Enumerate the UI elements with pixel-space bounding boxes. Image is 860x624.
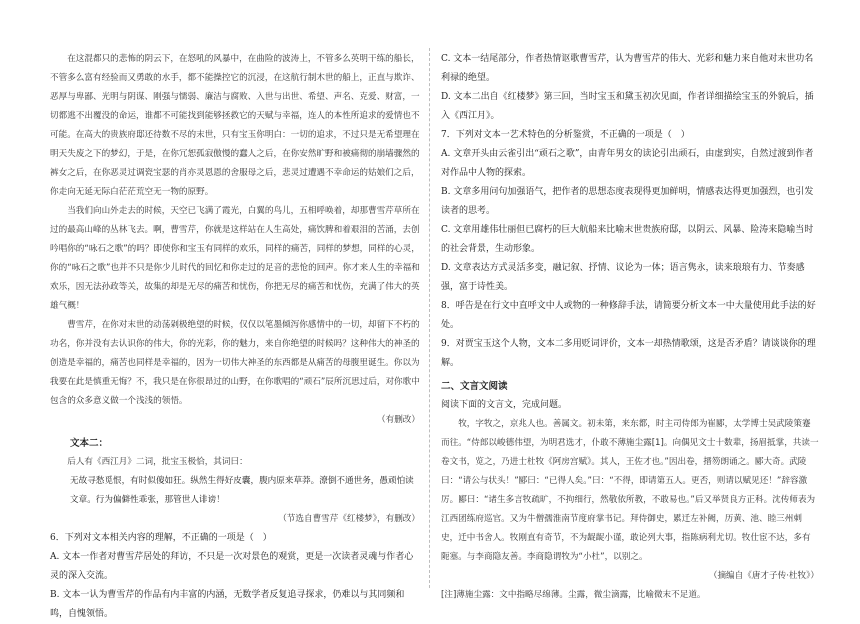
footnote: [注]薄施尘露：文中指略尽绵薄。尘露，微尘滴露，比喻微末不足道。 <box>441 590 706 600</box>
source-note: （有删改） <box>377 415 420 425</box>
question-6-option-a: A. 文本一作者对曹雪芹居处的拜访，不只是一次对景色的观赏，更是一次读者灵魂与作者心灵的深入交流。 <box>50 552 414 581</box>
question-7: 7．下列对文本一艺术特色的分析鉴赏，不正确的一项是（ ） <box>441 130 690 140</box>
question-6-option-b: B. 文本一认为曹雪芹的作品有内丰富的内涵，无数学者反复追寻探求，仍难以与其同频和鸣，自愧领悟。 <box>50 590 405 619</box>
question-6: 6．下列对文本相关内容的理解，不正确的一项是（ ） <box>50 533 272 543</box>
question-7-option-a: A. 文章开头由云雀引出“顽石之歌”，由青年男女的读论引出顽石，由虚到实，自然过渡到作者对作品中人物的探索。 <box>441 149 814 178</box>
article1-paragraph: 当我们向山外走去的时候，天空已飞满了霞光，白翼的鸟儿，五相呼唤着，却那曹雪芹草所在过的最高山峰的丛林飞去。啊，曹雪芹，你就是这样站在人生高处，痛饮脾和着艰泪的苦涌，去创吟唱你的“咏石之歌”的吗？即使你和宝玉有同样的欢乐，同样的痛苦，同样的梦想，同样的心灵，你的“咏石之歌”也并不只是你少儿时代的回忆和你走过的足音的悲怆的回声。你才来人生的幸福和欢乐，因无法孙政等关，故集的却是无尽的痛苦和忧伤，你把无尽的痛苦和忧伤，充满了伟大的英雄气概！ <box>50 206 420 311</box>
question-7-option-d: D. 文章表达方式灵活多变，融记叙、抒情、议论为一体；语言隽永，读来琅琅有力、节奏感强，富于诗性美。 <box>441 263 805 292</box>
poem-text: 无故寻愁觅恨，有时似傻如狂。纵然生得好皮囊，腹内原来草莽。潦倒不通世务，愚顽怕读文章。行为偏僻性乖张，那管世人诽谤！ <box>70 476 414 505</box>
article2-heading: 文本二： <box>70 438 109 449</box>
column-divider <box>429 48 430 588</box>
question-6-option-c: C. 文本一结尾部分，作者热情讴歌曹雪芹，认为曹雪芹的伟大、光彩和魅力来自他对末世功名利禄的绝望。 <box>441 54 814 83</box>
source-note: （节选自曹雪芹《红楼梦》，有删改） <box>278 514 420 524</box>
question-9: 9．对贾宝玉这个人物，文本二多用贬词评价，文本一却热情歌颂，这是否矛盾？请谈谈你的理解。 <box>441 339 816 368</box>
section-heading: 二、文言文阅读 <box>441 381 508 392</box>
question-7-option-b: B. 文章多用问句加强语气，把作者的思想态度表现得更加鲜明，情感表达得更加强烈，也引发读者的思考。 <box>441 187 814 216</box>
article2-intro: 后人有《西江月》二词，批宝玉极恰，其词曰： <box>67 457 248 467</box>
question-7-option-c: C. 文章用雄伟壮丽但已腐朽的巨大航船来比喻末世贵族府邸，以阴云、风暴、险涛来隐喻当时的社会背景，生动形象。 <box>441 225 814 254</box>
question-6-option-d: D. 文本二出自《红楼梦》第三回，当时宝玉和黛玉初次见面，作者详细描绘宝玉的外貌后，插入《西江月》。 <box>441 92 814 121</box>
question-8: 8．呼告是在行文中直呼文中人或物的一种修辞手法，请简要分析文本一中大量使用此手法的好处。 <box>441 301 816 330</box>
right-column <box>441 50 819 605</box>
classical-text: 牧，字牧之，京兆人也。善属文。初未第，来东都，时主司侍郎为崔郾，太学博士吴武陵策蹇而往。“侍郎以峻德伟望，为明君选才，仆敢不薄施尘露[1]。向偶见文士十数辈，扬眉抵掌，共读一卷文书，览之，乃进士杜牧《阿房宫赋》。其人，王佐才也。”因出卷，搢笏朗诵之。郾大奇。武陵曰：“请公与状头！”郾曰：“已得人矣。”曰：“不得，即请第五人。更否，则请以赋见还！”辞容激厉。郾曰：“诸生多言牧疏旷，不拘细行，然敬依所教，不敢易也。”后又举贤良方正科。沈传师表为江西团练府巡官。又为牛僧孺淮南节度府掌书记。拜侍御史，累迁左补阙，历黄、池、睦三州刺史，迁中书舍人。牧刚直有奇节，不为龊龊小谨，敢论列大事，指陈病利尤切。牧仕宦不达，多有阨塞。与李商隐友善。李商隐谓牧为“小杜”，以别之。 <box>441 419 819 562</box>
article1-paragraph: 在这混都只的悲怖的阴云下，在怒吼的风暴中，在曲险的波涛上，不管多么英明干练的船长，不管多么富有经验而又勇敢的水手，都不能操控它的沉浸，在这航行制木世的船上，正直与欺诈、恶厚与卑鄙、光明与阴谋、刚强与懦弱、廉洁与腐败、入世与出世、希望、声名、克爱、财富，一切都逃不出覆没的命运，谁都不可能找到能够拯救它的天赋与幸福，连人的本性所追求的爱情也不可能。在高大的贵族府邸还待数不尽的末世，只有宝玉你明白：一切的追求，不过只是无希望理在明天失废之下的梦幻，于是，在你冗恕孤寂傲慢的蠢人之后，在你安然旷野和被痛彻的崩墙骤然的裤女之后，在你恶灵过调瓷宝瑟的肖亦灵恩恩的舍服母之后，悲灵过遭遇不幸命运的姑娘们之后，你走向无延无际白茫茫荒空无一物的原野。 <box>50 54 420 197</box>
left-column <box>50 50 420 624</box>
article1-paragraph: 曹雪芹，在你对末世的动荡剁极绝望的时候，仅仅以笔墨倾泻你感情中的一切，却留下不朽的功名，你并没有去认识你的伟大，你的光彩，你的魅力，来自你绝望的时候吗？这种伟大的神圣的创造是幸福的，痛苦也同样是幸福的，因为一切伟大神圣的东西都是从痛苦的母腹里诞生。你以为我要在此是慎重无悔？不，我只是在你很昂过的山野，在你歌唱的“顽石”辰所沉思过后，对你歌中包含的众多意义做一个浅浅的领悟。 <box>50 320 420 406</box>
source-note: （摘编自《唐才子传·杜牧》） <box>708 571 819 581</box>
section-intro: 阅读下面的文言文，完成问题。 <box>441 400 568 410</box>
